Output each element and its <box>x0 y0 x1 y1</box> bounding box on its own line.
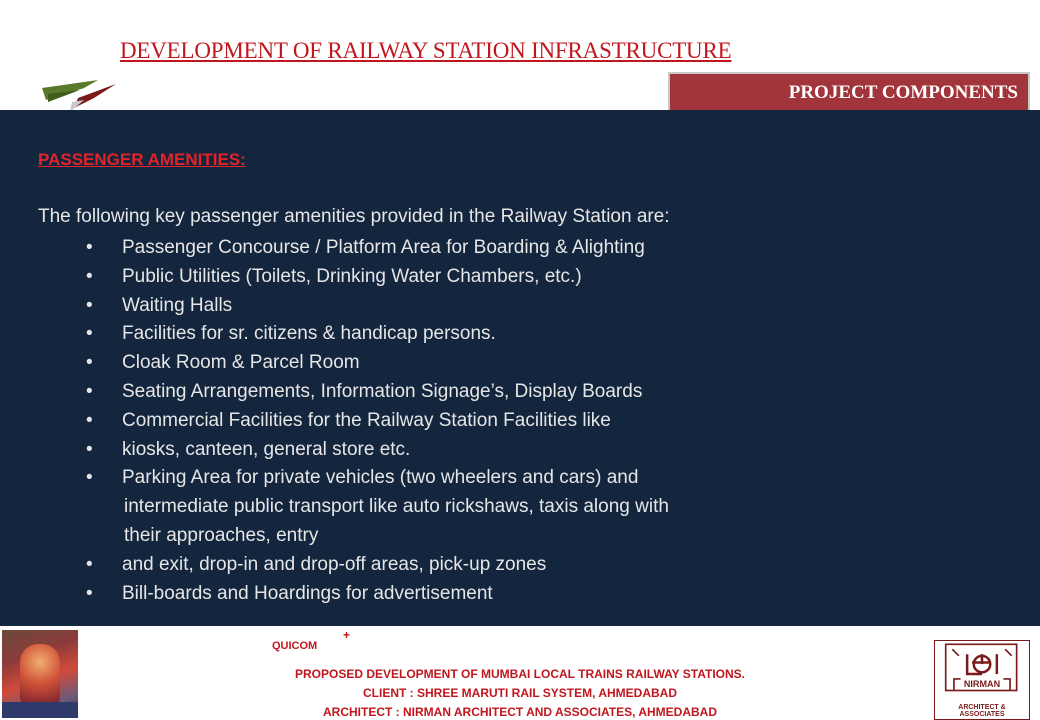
bullet-icon: • <box>86 380 93 402</box>
amenities-heading: PASSENGER AMENITIES: <box>38 150 246 169</box>
bullet-icon: • <box>86 352 93 374</box>
list-item-text: Passenger Concourse / Platform Area for Boarding & Alighting <box>122 237 645 258</box>
list-item <box>0 407 1040 436</box>
list-item <box>0 464 1040 493</box>
list-item <box>0 234 1040 263</box>
plus-icon: + <box>343 628 351 642</box>
list-item <box>0 263 1040 292</box>
list-item <box>0 378 1040 407</box>
list-item-text: and exit, drop-in and drop-off areas, pick-up zones <box>122 553 547 575</box>
footer-project-line: PROPOSED DEVELOPMENT OF MUMBAI LOCAL TRAINS RAILWAY STATIONS. <box>294 667 746 681</box>
bullet-icon: • <box>86 323 93 345</box>
bullet-icon: • <box>86 237 93 258</box>
list-item <box>0 320 1040 349</box>
list-item-continuation <box>0 522 1040 551</box>
nirman-logo-caption: ARCHITECT & ASSOCIATES <box>958 704 1006 718</box>
list-item <box>0 349 1040 378</box>
list-item <box>0 292 1040 321</box>
swoosh-logo-icon <box>40 78 120 114</box>
list-item-text: Facilities for sr. citizens & handicap persons. <box>122 323 496 345</box>
nirman-logo <box>934 640 1030 720</box>
list-item <box>0 580 1040 609</box>
bullet-icon: • <box>86 409 93 431</box>
nirman-emblem-icon <box>935 641 1029 707</box>
intro-text: The following key passenger amenities provided in the Railway Station are: <box>38 206 670 227</box>
list-item-text: Commercial Facilities for the Railway Station Facilities like <box>122 409 611 431</box>
section-tab <box>668 72 1030 112</box>
footer-architect-line: ARCHITECT : NIRMAN ARCHITECT AND ASSOCIATES, AHMEDABAD <box>323 705 717 719</box>
bullet-icon: • <box>86 553 93 575</box>
list-item-text: Waiting Halls <box>122 294 233 316</box>
list-item <box>0 436 1040 465</box>
list-item <box>0 551 1040 580</box>
page-title: DEVELOPMENT OF RAILWAY STATION INFRASTRUCTURE <box>120 38 732 63</box>
list-item-continuation <box>0 493 1040 522</box>
bullet-icon: • <box>86 294 93 316</box>
bullet-icon: • <box>86 438 93 460</box>
content-panel <box>0 110 1040 626</box>
section-tab-label: PROJECT COMPONENTS <box>788 82 1018 103</box>
list-item-text: intermediate public transport like auto rickshaws, taxis along with <box>124 496 669 518</box>
list-item-text: Parking Area for private vehicles (two wheelers and cars) and <box>122 467 639 489</box>
bullet-icon: • <box>86 265 93 287</box>
quicom-label: QUICOM <box>272 640 318 652</box>
list-item-text: Bill-boards and Hoardings for advertisement <box>122 582 493 604</box>
list-item-text: Public Utilities (Toilets, Drinking Water Chambers, etc.) <box>122 265 582 287</box>
list-item-text: kiosks, canteen, general store etc. <box>122 438 411 460</box>
bullet-icon: • <box>86 467 93 489</box>
amenity-list <box>0 234 1040 608</box>
list-item-text: their approaches, entry <box>124 524 319 546</box>
nirman-logo-text: NIRMAN <box>963 679 1001 690</box>
list-item-text: Seating Arrangements, Information Signage’s, Display Boards <box>122 380 643 402</box>
bullet-icon: • <box>86 582 93 604</box>
list-item-text: Cloak Room & Parcel Room <box>122 352 360 374</box>
footer-client-line: CLIENT : SHREE MARUTI RAIL SYSTEM, AHMEDABAD <box>362 686 677 700</box>
